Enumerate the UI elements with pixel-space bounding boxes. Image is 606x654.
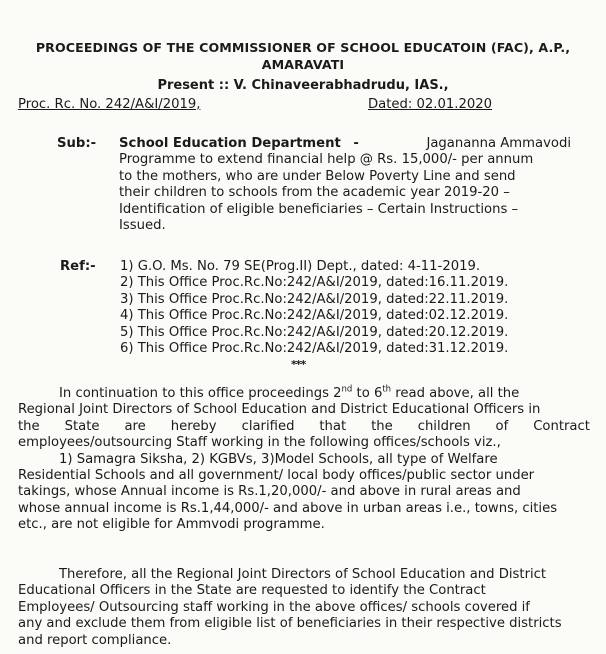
reference-item: 4) This Office Proc.Rc.No:242/A&I/2019, dated:02.12.2019. xyxy=(120,308,509,324)
paragraph-line: any and exclude them from eligible list of beneficiaries in their respective districts xyxy=(18,616,562,632)
word: the xyxy=(371,418,393,434)
subject-dash: - xyxy=(353,136,359,151)
superscript: th xyxy=(382,384,392,395)
proceedings-date: Dated: 02.01.2020 xyxy=(368,97,493,112)
reference-list xyxy=(120,259,508,357)
subject-line: to the mothers, who are under Below Poverty Line and send xyxy=(119,168,516,184)
subject-label: Sub:- xyxy=(57,136,97,151)
word: hereby xyxy=(170,418,217,434)
text-run: In continuation to this office proceedings 2 xyxy=(59,386,342,401)
word: that xyxy=(319,418,347,434)
paragraph-line: employees/outsourcing Staff working in the following offices/schools viz., xyxy=(18,435,501,451)
present-officer: Present :: V. Chinaveerabhadrudu, IAS., xyxy=(157,78,449,93)
paragraph-line: Residential Schools and all government/ local body offices/public sector under xyxy=(18,468,535,484)
text-run: read above, all the xyxy=(391,386,520,401)
paragraph-line: 1) Samagra Siksha, 2) KGBVs, 3)Model Schools, all type of Welfare xyxy=(59,451,498,467)
word: the xyxy=(18,418,40,434)
subject-line: Identification of eligible beneficiaries – Certain Instructions – xyxy=(119,201,519,217)
paragraph-line: Therefore, all the Regional Joint Directors of School Education and District xyxy=(59,567,547,582)
paragraph-line: etc., are not eligible for Ammvodi programme. xyxy=(18,517,325,533)
word: are xyxy=(124,418,146,434)
paragraph-continuation xyxy=(18,386,590,534)
text-run: to 6 xyxy=(352,386,383,401)
text-run: Regional Joint Directors of School Education and District Educational Officers in xyxy=(18,402,541,418)
paragraph-line xyxy=(18,386,590,402)
proceedings-title: PROCEEDINGS OF THE COMMISSIONER OF SCHOOL EDUCATOIN (FAC), A.P., xyxy=(35,40,571,55)
subject-line xyxy=(119,136,571,152)
subject-line: their children to schools from the academic year 2019-20 – xyxy=(119,185,510,201)
section-separator: *** xyxy=(291,358,306,371)
subject-line: Programme to extend financial help @ Rs. 15,000/- per annum xyxy=(119,152,534,168)
word: Contract xyxy=(533,418,590,434)
word: children xyxy=(417,418,471,434)
proceedings-location: AMARAVATI xyxy=(261,57,345,72)
subject-line: Issued. xyxy=(119,218,166,234)
reference-item: 1) G.O. Ms. No. 79 SE(Prog.II) Dept., dated: 4-11-2019. xyxy=(120,259,481,274)
paragraph-line: whose annual income is Rs.1,44,000/- and above in urban areas i.e., towns, cities xyxy=(18,500,558,516)
reference-item: 3) This Office Proc.Rc.No:242/A&I/2019, dated:22.11.2019. xyxy=(120,291,509,307)
word: clarified xyxy=(241,418,295,434)
reference-label: Ref:- xyxy=(60,259,96,274)
subject-text xyxy=(119,136,571,234)
proceedings-number: Proc. Rc. No. 242/A&I/2019, xyxy=(18,97,201,112)
paragraph-line: and report compliance. xyxy=(18,632,172,648)
paragraph-line: Educational Officers in the State are requested to identify the Contract xyxy=(18,583,486,599)
reference-item: 5) This Office Proc.Rc.No:242/A&I/2019, dated:20.12.2019. xyxy=(120,324,509,340)
subject-programme-name: Jagananna Ammavodi xyxy=(426,136,571,151)
paragraph-line xyxy=(18,402,590,418)
paragraph-line: Employees/ Outsourcing staff working in the above offices/ schools covered if xyxy=(18,599,530,615)
word: State xyxy=(64,418,100,434)
reference-item: 2) This Office Proc.Rc.No:242/A&I/2019, dated:16.11.2019. xyxy=(120,275,509,291)
word: of xyxy=(495,418,509,434)
subject-department: School Education Department xyxy=(119,136,341,151)
superscript: nd xyxy=(341,384,353,395)
paragraph-instruction xyxy=(18,567,590,649)
paragraph-line-justified xyxy=(18,419,590,435)
paragraph-line: takings, whose Annual income is Rs.1,20,000/- and above in rural areas and xyxy=(18,484,521,500)
reference-item: 6) This Office Proc.Rc.No:242/A&I/2019, dated:31.12.2019. xyxy=(120,340,509,356)
